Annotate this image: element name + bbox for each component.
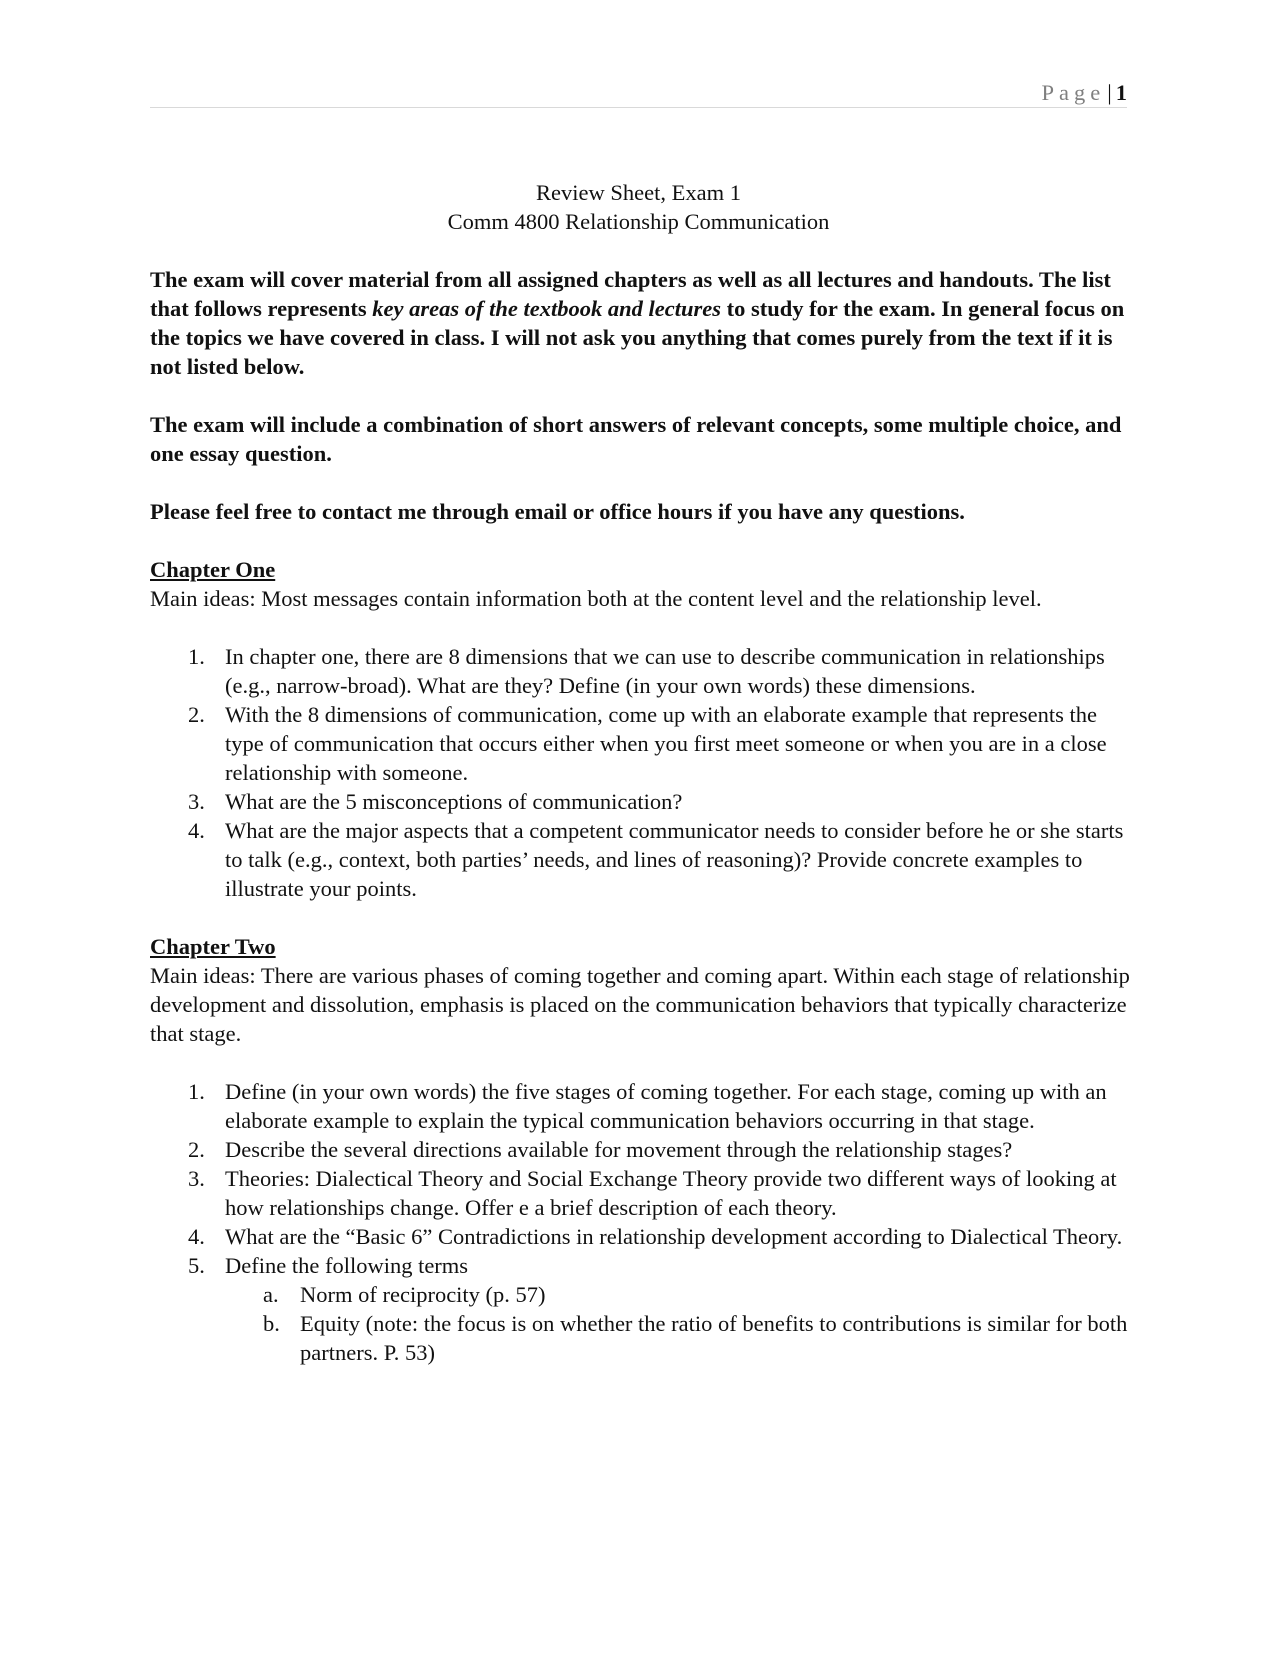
chapter-one-section xyxy=(150,555,1140,903)
intro-paragraph-2: The exam will include a combination of short answers of relevant concepts, some multiple choice, and one essay question. xyxy=(150,412,1122,466)
intro-p1-part1: The exam will cover material from all assigned chapters as well as all lectures and handouts. The list that follows represents xyxy=(150,267,1111,321)
list-item: 1. In chapter one, there are 8 dimensions that we can use to describe communication in relationships (e.g., narrow-broad). What are they? Define (in your own words) these dimensions. xyxy=(188,644,1105,698)
intro-paragraph-3: Please feel free to contact me through email or office hours if you have any questions. xyxy=(150,499,965,524)
list-item: 4. What are the major aspects that a competent communicator needs to consider before he or she starts to talk (e.g., context, both parties’ needs, and lines of reasoning)? Provide concrete examples to illustrate your points. xyxy=(188,818,1124,901)
page-separator: | xyxy=(1107,80,1112,105)
chapter-two-main-ideas: Main ideas: There are various phases of coming together and coming apart. Within each stage of relationship development and dissolution, emphasis is placed on the communication behaviors that typically characterize that stage. xyxy=(150,963,1130,1046)
document-title xyxy=(150,178,1127,236)
intro-paragraph-1 xyxy=(150,265,1140,381)
chapter-two-sublist xyxy=(225,1280,1140,1367)
chapter-one-heading: Chapter One xyxy=(150,557,276,582)
page-label: Page xyxy=(1041,80,1106,105)
sub-list-item: a. Norm of reciprocity (p. 57) xyxy=(263,1282,546,1307)
title-line-1: Review Sheet, Exam 1 xyxy=(536,180,741,205)
intro-p1-part2: to study for the exam. In general focus on the topics we have covered in class. I will not ask you anything that comes purely from the text if it is not listed below. xyxy=(150,296,1125,379)
chapter-one-main-ideas: Main ideas: Most messages contain information both at the content level and the relationship level. xyxy=(150,586,1042,611)
list-item: 2. Describe the several directions available for movement through the relationship stages? xyxy=(188,1137,1013,1162)
page-number: 1 xyxy=(1115,80,1127,105)
chapter-two-section xyxy=(150,932,1140,1367)
list-item: 3. What are the 5 misconceptions of communication? xyxy=(188,789,683,814)
list-item: 5. Define the following terms a. Norm of reciprocity (p. 57) b. Equity (note: the focus is on whether the ratio of benefits to contributions is similar for both partners. P. 53) xyxy=(150,1251,1140,1367)
list-item: 1. Define (in your own words) the five stages of coming together. For each stage, coming up with an elaborate example to explain the typical communication behaviors occurring in that stage. xyxy=(188,1079,1107,1133)
list-item: 4. What are the “Basic 6” Contradictions in relationship development according to Dialectical Theory. xyxy=(188,1224,1123,1249)
page-header xyxy=(150,78,1127,108)
intro-p1-italic: key areas of the textbook and lectures xyxy=(372,296,721,321)
sub-list-item: b. Equity (note: the focus is on whether the ratio of benefits to contributions is similar for both partners. P. 53) xyxy=(263,1311,1128,1365)
list-item: 3. Theories: Dialectical Theory and Social Exchange Theory provide two different ways of looking at how relationships change. Offer e a brief description of each theory. xyxy=(188,1166,1117,1220)
chapter-one-list xyxy=(150,642,1140,903)
title-line-2: Comm 4800 Relationship Communication xyxy=(447,209,830,234)
chapter-two-heading: Chapter Two xyxy=(150,934,276,959)
document-body xyxy=(150,178,1140,1367)
chapter-two-list xyxy=(150,1077,1140,1367)
list-item: 2. With the 8 dimensions of communication, come up with an elaborate example that represents the type of communication that occurs either when you first meet someone or when you are in a close relationship with someone. xyxy=(188,702,1107,785)
